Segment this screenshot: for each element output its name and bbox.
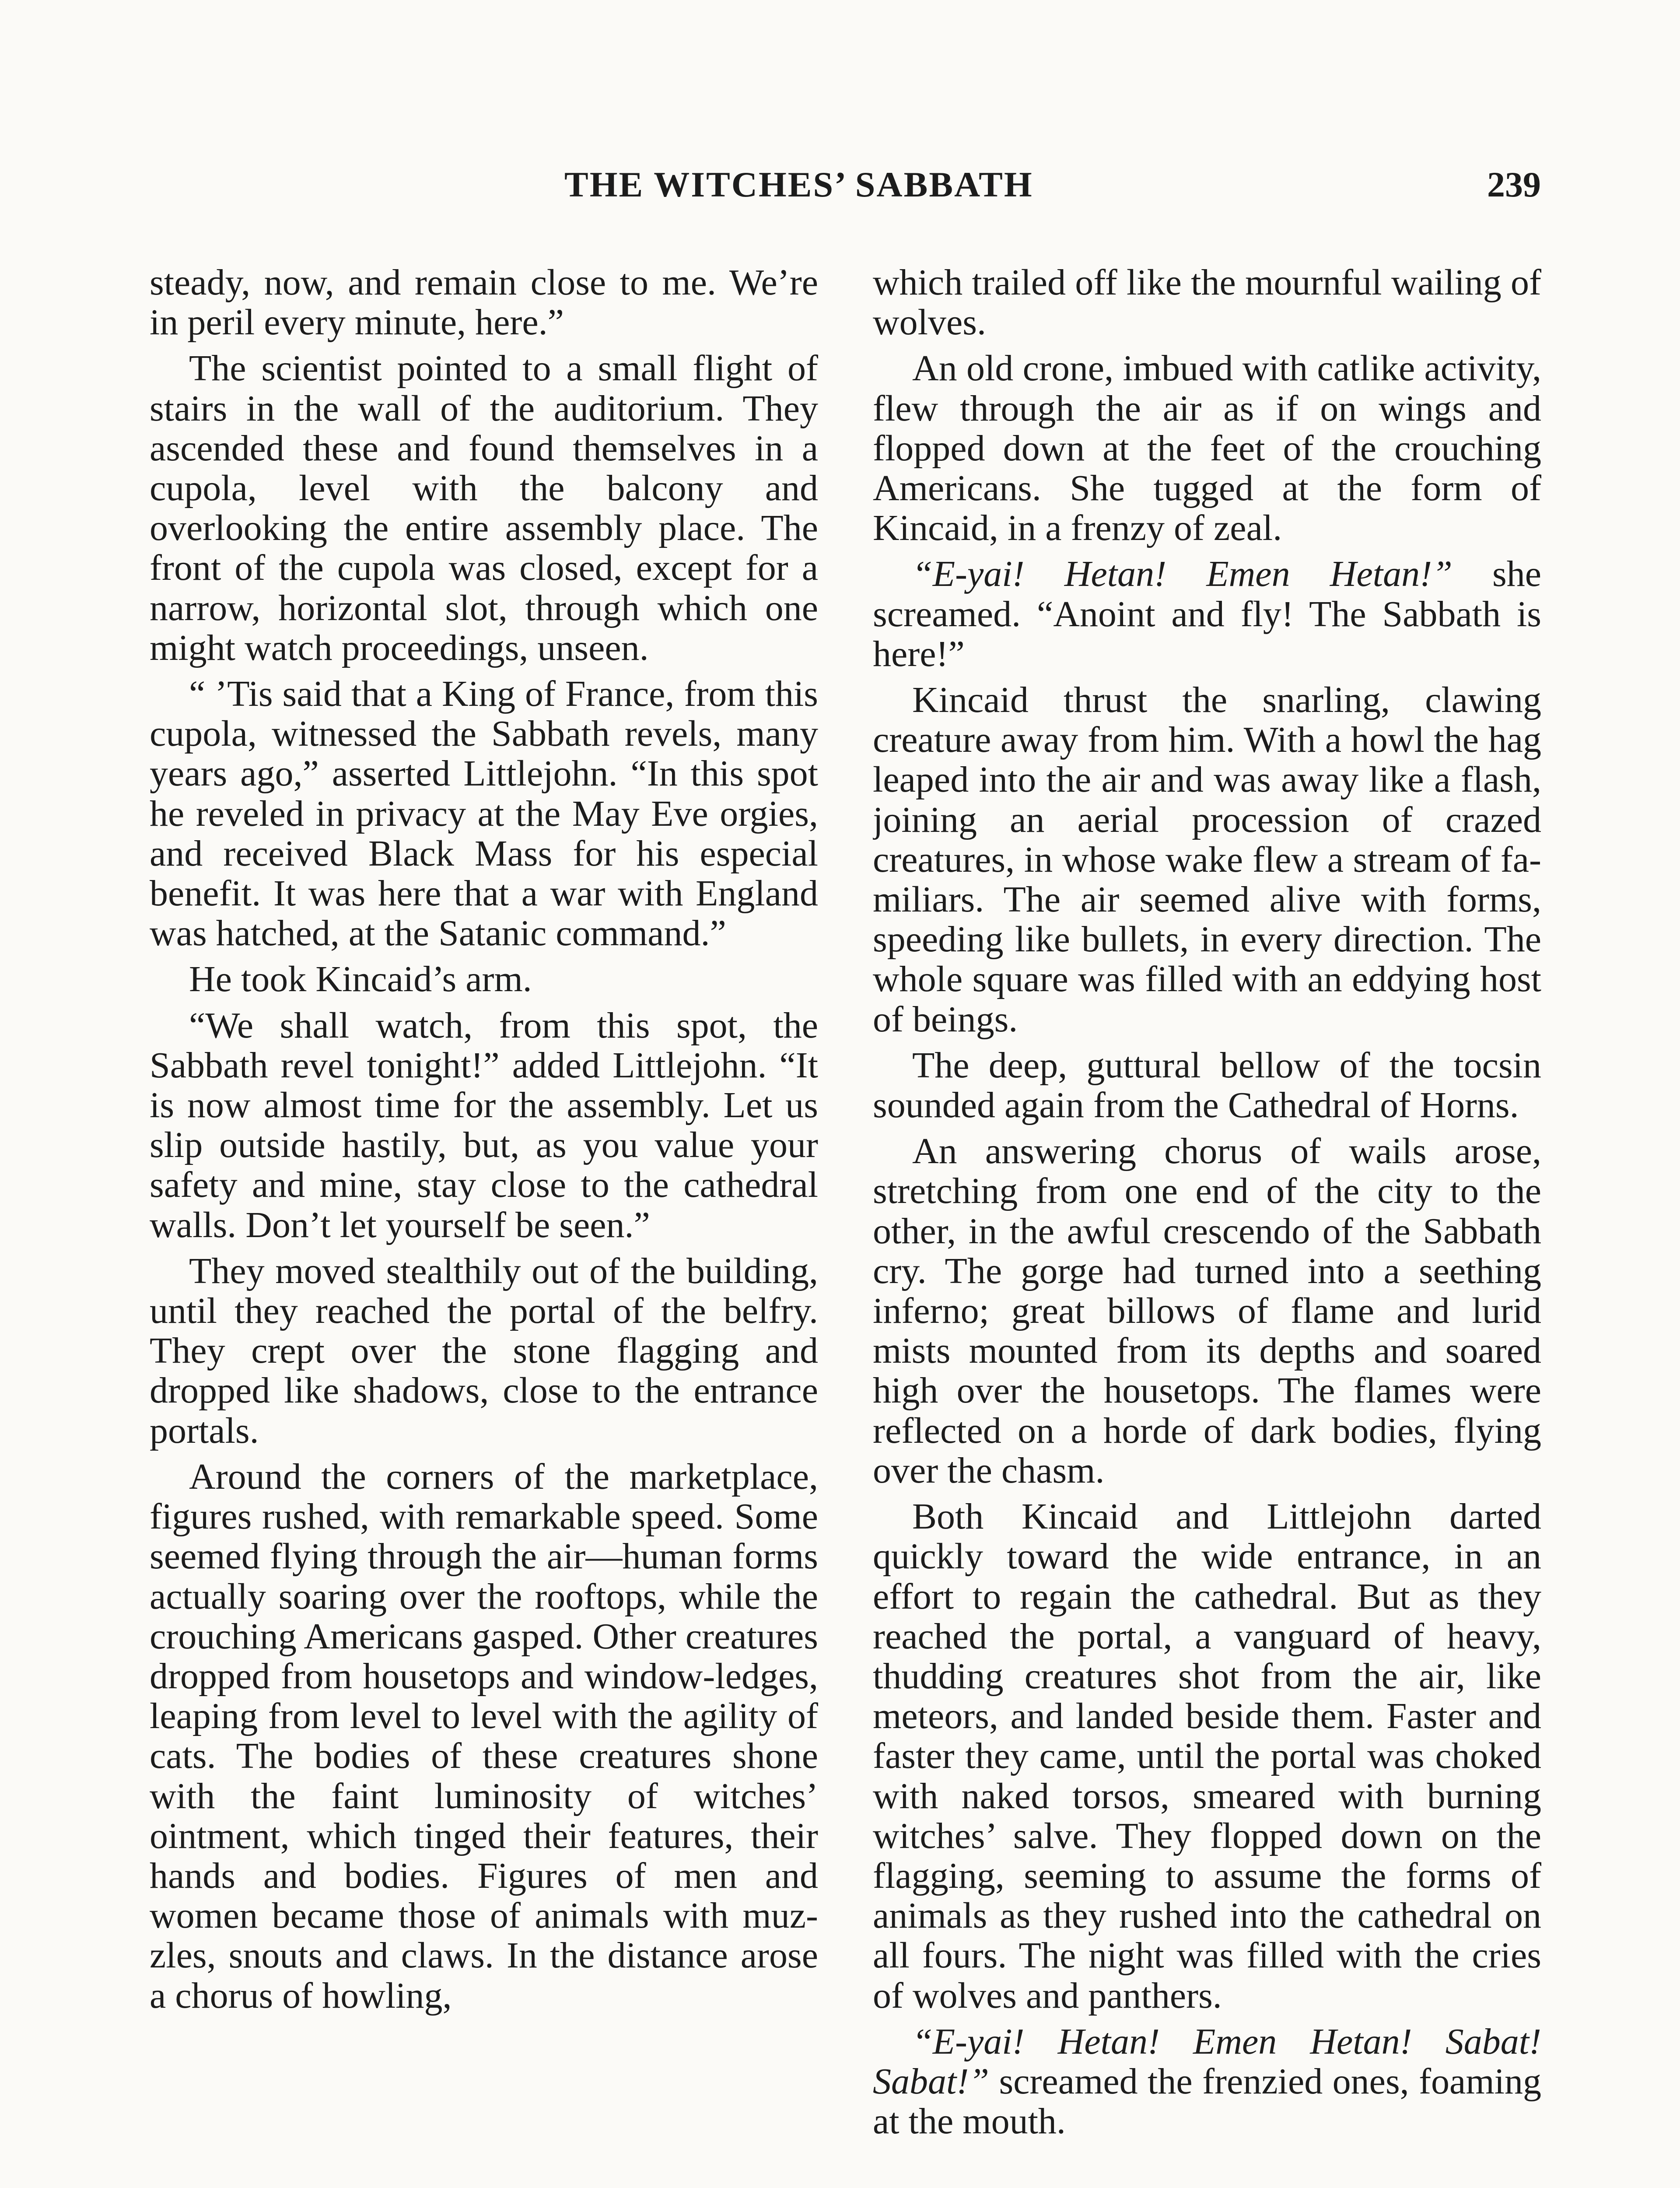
running-title: THE WITCHES’ SABBATH bbox=[564, 165, 1033, 204]
paragraph: Kincaid thrust the snarling, clawing creature away from him. With a howl the hag leaped into the air and was away like a flash, joining an aerial procession of crazed creatures, in whose wake flew a stream of familiars. The air seemed alive with forms, speeding like bullets, in every direction. The whole square was filled with an eddying host of beings. bbox=[873, 680, 1541, 1040]
paragraph: An old crone, imbued with catlike activity, flew through the air as if on wings and flopped down at the feet of the crouching Americans. She tugged at the form of Kincaid, in a frenzy of zeal. bbox=[873, 348, 1541, 549]
left-column bbox=[150, 263, 818, 2188]
paragraph: “We shall watch, from this spot, the Sabbath revel tonight!” added Littlejohn. “It is now almost time for the assembly. Let us slip outside hastily, but, as you value your safety and mine, stay close to the cathedral walls. Don’t let yourself be seen.” bbox=[150, 1005, 818, 1245]
paragraph bbox=[873, 554, 1541, 674]
right-column bbox=[873, 263, 1541, 2188]
paragraph bbox=[873, 2022, 1541, 2142]
paragraph: The scientist pointed to a small flight of stairs in the wall of the auditorium. They ascended these and found themselves in a cupola, level with the balcony and overlooking the entire assembly place. The front of the cupola was closed, except for a narrow, horizontal slot, through which one might watch proceedings, unseen. bbox=[150, 348, 818, 668]
incantation-text: “E-yai! Hetan! Emen Hetan! Sabat! Sabat!” bbox=[873, 2021, 1541, 2102]
incantation-text: “E-yai! Hetan! Emen Hetan!” bbox=[912, 554, 1452, 595]
paragraph: The deep, guttural bellow of the tocsin sounded again from the Cathedral of Horns. bbox=[873, 1045, 1541, 1126]
paragraph: An answering chorus of wails arose, stretching from one end of the city to the other, in the awful crescendo of the Sabbath cry. The gorge had turned into a seething inferno; great billows of flame and lurid mists mounted from its depths and soared high over the housetops. The flames were reflected on a horde of dark bodies, flying over the chasm. bbox=[873, 1131, 1541, 1491]
page-number: 239 bbox=[1487, 165, 1541, 204]
paragraph: He took Kincaid’s arm. bbox=[189, 959, 532, 1000]
paragraph: Around the corners of the marketplace, figures rushed, with remarkable speed. Some seemed flying through the air—human forms actually soaring over the rooftops, while the crouching Americans gasped. Other creatures dropped from housetops and window-ledges, leaping from level to level with the agility of cats. The bodies of these creatures shone with the faint luminosity of witches’ ointment, which tinged their features, their hands and bodies. Figures of men and women became those of animals with muzzles, snouts and claws. In the distance arose a chorus of howling, bbox=[150, 1456, 818, 2016]
paragraph: They moved stealthily out of the building, until they reached the portal of the belfry. They crept over the stone flagging and dropped like shadows, close to the entrance portals. bbox=[150, 1250, 818, 1451]
paragraph-text: screamed the frenzied ones, foaming at the mouth. bbox=[873, 2061, 1541, 2142]
paragraph: which trailed off like the mournful wailing of wolves. bbox=[873, 263, 1541, 343]
paragraph-text: she screamed. “Anoint and fly! The Sabbath is here!” bbox=[873, 554, 1541, 674]
paragraph: “ ’Tis said that a King of France, from this cupola, witnessed the Sabbath revels, many years ago,” asserted Littlejohn. “In this spot he reveled in privacy at the May Eve orgies, and received Black Mass for his especial benefit. It was here that a war with England was hatched, at the Satanic command.” bbox=[150, 673, 818, 954]
paragraph: Both Kincaid and Littlejohn darted quickly toward the wide entrance, in an effort to regain the cathedral. But as they reached the portal, a vanguard of heavy, thudding creatures shot from the air, like meteors, and landed beside them. Faster and faster they came, until the portal was choked with naked torsos, smeared with burning witches’ salve. They flopped down on the flagging, seeming to assume the forms of animals as they rushed into the cathedral on all fours. The night was filled with the cries of wolves and panthers. bbox=[873, 1496, 1541, 2016]
paragraph: steady, now, and remain close to me. We’re in peril every minute, here.” bbox=[150, 263, 818, 343]
